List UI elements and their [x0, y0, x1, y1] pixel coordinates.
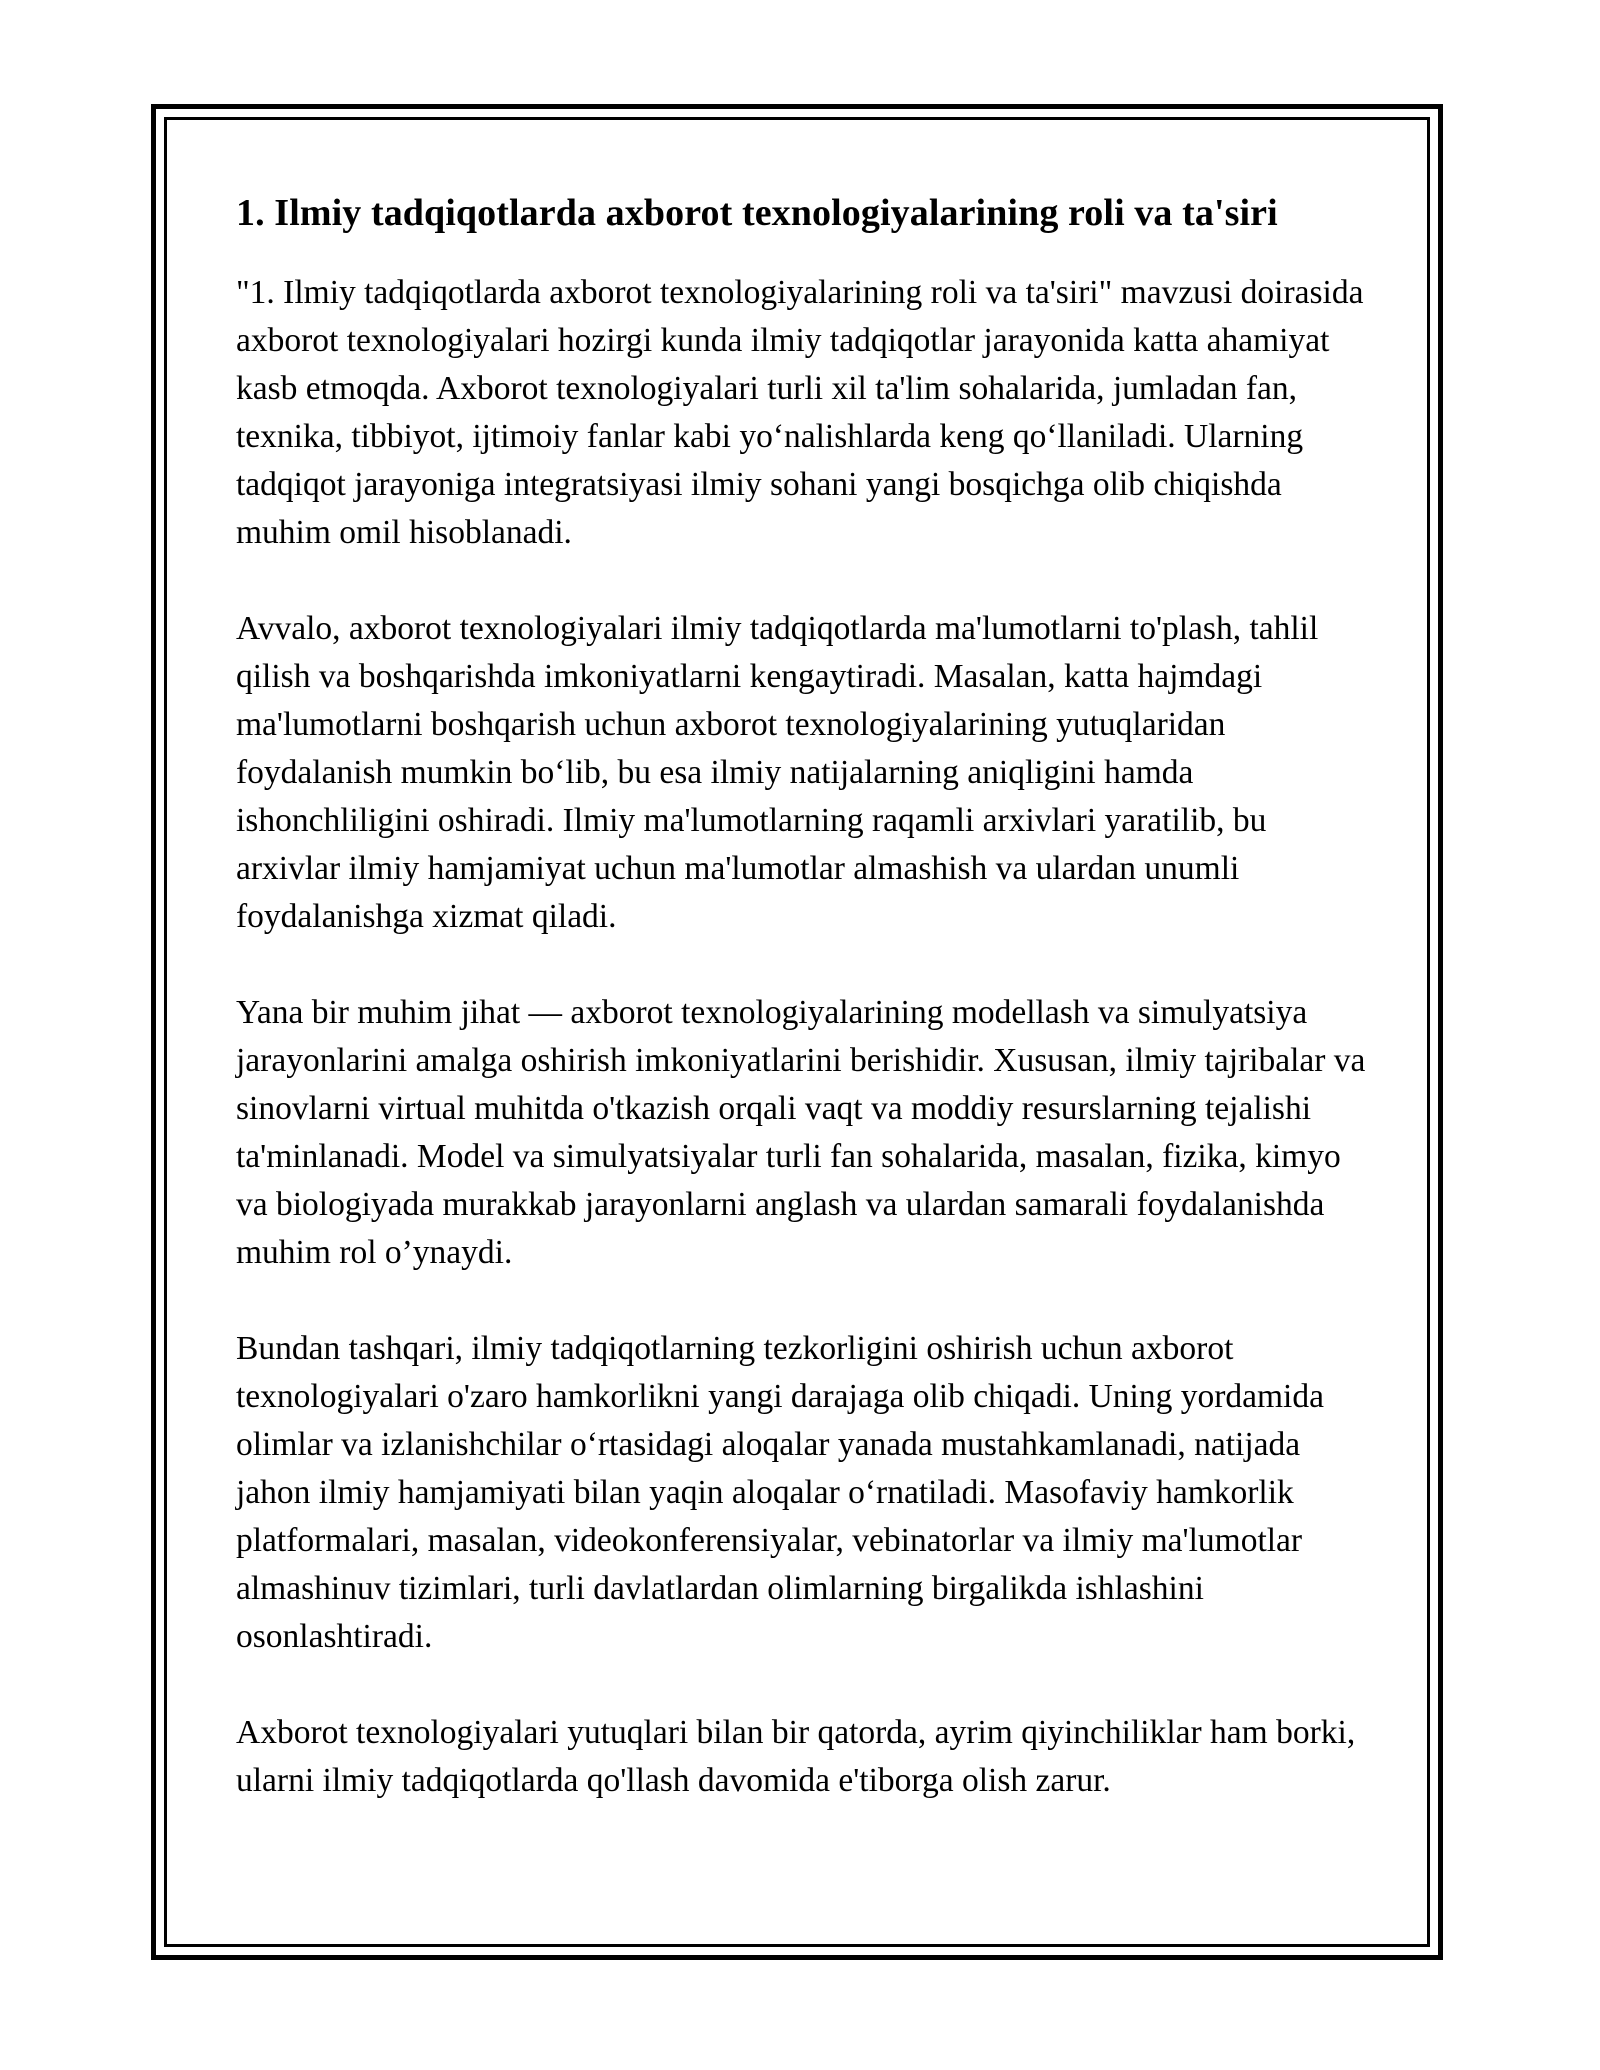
- document-body: [236, 186, 1376, 1805]
- paragraph-2: Avvalo, axborot texnologiyalari ilmiy tadqiqotlarda ma'lumotlarni to'plash, tahlil qilish va boshqarishda imkoniyatlarni kengaytiradi. Masalan, katta hajmdagi ma'lumotlarni boshqarish uchun axborot texnologiyalarining yutuqlaridan foydalanish mumkin bo‘lib, bu esa ilmiy natijalarning aniqligini hamda ishonchliligini oshiradi. Ilmiy ma'lumotlarning raqamli arxivlari yaratilib, bu arxivlar ilmiy hamjamiyat uchun ma'lumotlar almashish va ulardan unumli foydalanishga xizmat qiladi.: [236, 610, 1319, 935]
- paragraph-4: Bundan tashqari, ilmiy tadqiqotlarning tezkorligini oshirish uchun axborot texnologiyalari o'zaro hamkorlikni yangi darajaga olib chiqadi. Uning yordamida olimlar va izlanishchilar o‘rtasidagi aloqalar yanada mustahkamlanadi, natijada jahon ilmiy hamjamiyati bilan yaqin aloqalar o‘rnatiladi. Masofaviy hamkorlik platformalari, masalan, videokonferensiyalar, vebinatorlar va ilmiy ma'lumotlar almashinuv tizimlari, turli davlatlardan olimlarning birgalikda ishlashini osonlashtiradi.: [236, 1330, 1324, 1655]
- paragraph-5: Axborot texnologiyalari yutuqlari bilan bir qatorda, ayrim qiyinchiliklar ham borki, ularni ilmiy tadqiqotlarda qo'llash davomida e'tiborga olish zarur.: [236, 1714, 1356, 1799]
- paragraph-1: "1. Ilmiy tadqiqotlarda axborot texnologiyalarining roli va ta'siri" mavzusi doirasida axborot texnologiyalari hozirgi kunda ilmiy tadqiqotlar jarayonida katta ahamiyat kasb etmoqda. Axborot texnologiyalari turli xil ta'lim sohalarida, jumladan fan, texnika, tibbiyot, ijtimoiy fanlar kabi yo‘nalishlarda keng qo‘llaniladi. Ularning tadqiqot jarayoniga integratsiyasi ilmiy sohani yangi bosqichga olib chiqishda muhim omil hisoblanadi.: [236, 274, 1364, 551]
- paragraph-3: Yana bir muhim jihat — axborot texnologiyalarining modellash va simulyatsiya jarayonlarini amalga oshirish imkoniyatlarini berishidir. Xususan, ilmiy tajribalar va sinovlarni virtual muhitda o'tkazish orqali vaqt va moddiy resurslarning tejalishi ta'minlanadi. Model va simulyatsiyalar turli fan sohalarida, masalan, fizika, kimyo va biologiyada murakkab jarayonlarni anglash va ulardan samarali foydalanishda muhim rol o’ynaydi.: [236, 994, 1366, 1271]
- page-title: 1. Ilmiy tadqiqotlarda axborot texnologiyalarining roli va ta'siri: [236, 192, 1278, 234]
